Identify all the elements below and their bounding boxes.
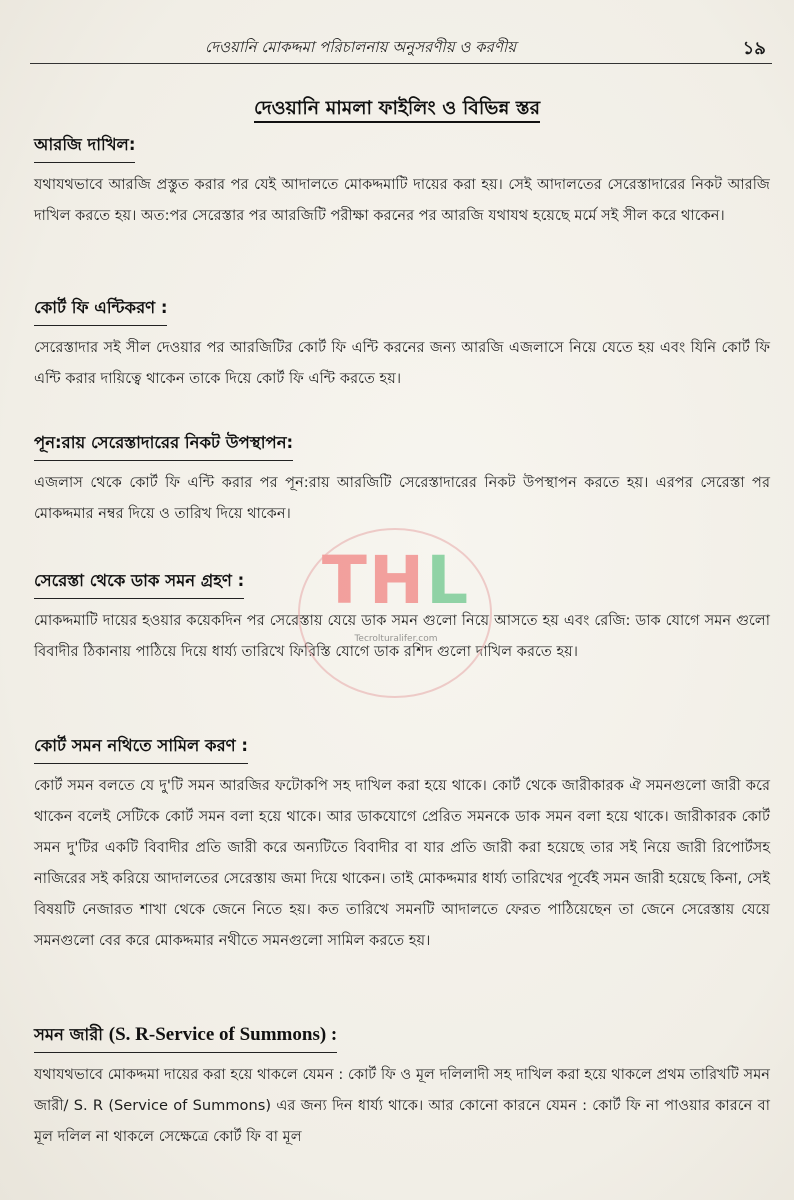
- paragraph-line: কোর্ট সমন বলতে যে দু'টি সমন আরজির ফটোকপি সহ দাখিল করা হয়ে থাকে। কোর্ট থেকে জারীকারক ঐ: [34, 777, 646, 794]
- section-heading: [34, 1022, 337, 1053]
- section-heading: আরজি দাখিল:: [34, 132, 135, 163]
- paragraph-line: সেরেস্তাদার সই সীল দেওয়ার পর আরজিটির কোর্ট ফি এন্টি করনের জন্য আরজি এজলাসে নিয়ে যেতে হয়: [34, 339, 660, 356]
- section-heading-latin: (S. R-Service of Summons) :: [108, 1024, 338, 1045]
- paragraph-line: যেয়ে সমনগুলো বের করে মোকদ্দমার নথীতে সমনগুলো সামিল করতে হয়।: [34, 901, 770, 949]
- section-service-of-summons: [34, 1022, 770, 1152]
- paragraph-line: সেরেস্তা পর মোকদ্দমার নম্বর দিয়ে ও তারিখ দিয়ে থাকেন।: [34, 474, 770, 522]
- paragraph-line: যথাযথভাবে মোকদ্দমা দায়ের করা হয়ে থাকলে যেমন : কোর্ট ফি ও মূল দলিলাদী সহ দাখিল করা হয়ে: [34, 1066, 612, 1083]
- section-court-summons: [34, 733, 770, 956]
- paragraph-line: কোনো কারনে যেমন : কোর্ট ফি না পাওয়ার কারনে বা মূল দলিল না থাকলে সেক্ষেত্রে কোর্ট ফি বা মূল: [34, 1097, 770, 1145]
- section-heading: কোর্ট ফি এন্টিকরণ :: [34, 295, 167, 326]
- paragraph-line: যথাযথভাবে আরজি প্রস্তুত করার পর যেই আদালতে মোকদ্দমাটি দায়ের করা হয়। সেই আদালতের: [34, 176, 608, 193]
- section-court-fee-entry: [34, 295, 770, 394]
- paragraph-line: সেরেস্তায় জমা দিয়ে থাকেন। তাই মোকদ্দমার ধার্য্য তারিখের পূর্বেই সমন জারী হয়েছে কিনা, সেই বিষয়টি: [34, 870, 770, 918]
- paragraph-line: সেরেস্তাদারের নিকট আরজি দাখিল করতে হয়। অত:পর সেরেস্তার পর আরজিটি পরীক্ষা করনের পর আরজি: [34, 176, 770, 224]
- page-number: ১৯: [742, 38, 766, 59]
- section-paragraph: [34, 770, 770, 956]
- paragraph-line: বিবাদীর বা যার প্রতি জারী করা হয়েছে তার সই নিয়ে জারী রিপোর্টসহ নাজিরের সই করিয়ে আদালতের: [34, 839, 770, 887]
- paragraph-line: করতে হয়।: [516, 643, 578, 660]
- section-heading: পূন:রায় সেরেস্তাদারের নিকট উপস্থাপন:: [34, 430, 293, 461]
- watermark-logo: [298, 528, 494, 698]
- watermark-mark: THL: [321, 542, 471, 619]
- header-rule: [30, 63, 772, 64]
- section-arji-dakhil: [34, 132, 770, 231]
- running-header: [0, 36, 794, 62]
- section-paragraph: [34, 467, 770, 529]
- section-heading-bengali: সমন জারী: [34, 1025, 103, 1044]
- paragraph-line: ডাক সমন বলা হয়ে থাকে। জারীকারক কোর্ট সমন দু'টির একটি বিবাদীর প্রতি জারী করে অন্যটিতে: [34, 808, 770, 856]
- chapter-title: [0, 94, 794, 126]
- paragraph-line: মোকদ্দমাটি দায়ের হওয়ার কয়েকদিন পর সেরেস্তায় যেয়ে ডাক সমন গুলো নিয়ে আসতে হয় এবং রেজি:: [34, 612, 636, 629]
- section-paragraph: [34, 332, 770, 394]
- chapter-title-text: দেওয়ানি মামলা ফাইলিং ও বিভিন্ন স্তর: [254, 97, 540, 123]
- section-heading: সেরেস্তা থেকে ডাক সমন গ্রহণ :: [34, 568, 244, 599]
- running-title: দেওয়ানি মোকদ্দমা পরিচালনায় অনুসরণীয় ও করণীয়: [205, 38, 517, 56]
- paragraph-line: সমনগুলো জারী করে থাকেন বলেই সেটিকে কোর্ট সমন বলা হয়ে থাকে। আর ডাকযোগে প্রেরিত সমনকে: [34, 777, 770, 825]
- section-heading: কোর্ট সমন নথিতে সামিল করণ :: [34, 733, 248, 764]
- paragraph-line: থাকলে প্রথম তারিখটি সমন জারী/ S. R (Service of Summons) এর জন্য দিন ধার্য্য থাকে। আর: [34, 1066, 771, 1114]
- paragraph-line: এবং যিনি কোর্ট ফি এন্টি করার দায়িত্বে থাকেন তাকে দিয়ে কোর্ট ফি এন্টি করতে হয়।: [34, 339, 771, 387]
- section-re-presentation: [34, 430, 770, 529]
- section-paragraph: [34, 1059, 770, 1152]
- paragraph-line: যথাযথ হয়েছে মর্মে সই সীল করে থাকেন।: [488, 207, 725, 224]
- watermark-caption: Tecrolturalifer.com: [354, 634, 438, 644]
- paragraph-line: নেজারত শাখা থেকে জেনে নিতে হয়। কত তারিখে সমনটি আদালতে ফেরত পাঠিয়েছেন তা জেনে সেরেস্তায়: [82, 901, 742, 918]
- section-paragraph: [34, 169, 770, 231]
- paragraph-line: ডাক যোগে সমন গুলো বিবাদীর ঠিকানায় পাঠিয়ে দিয়ে ধার্য্য তারিখে ফিরিস্তি যোগে ডাক রশিদ গুলো দাখিল: [34, 612, 770, 660]
- paragraph-line: এজলাস থেকে কোর্ট ফি এন্টি করার পর পূন:রায় আরজিটি সেরেস্তাদারের নিকট উপস্থাপন করতে হয়। এরপর: [34, 474, 701, 491]
